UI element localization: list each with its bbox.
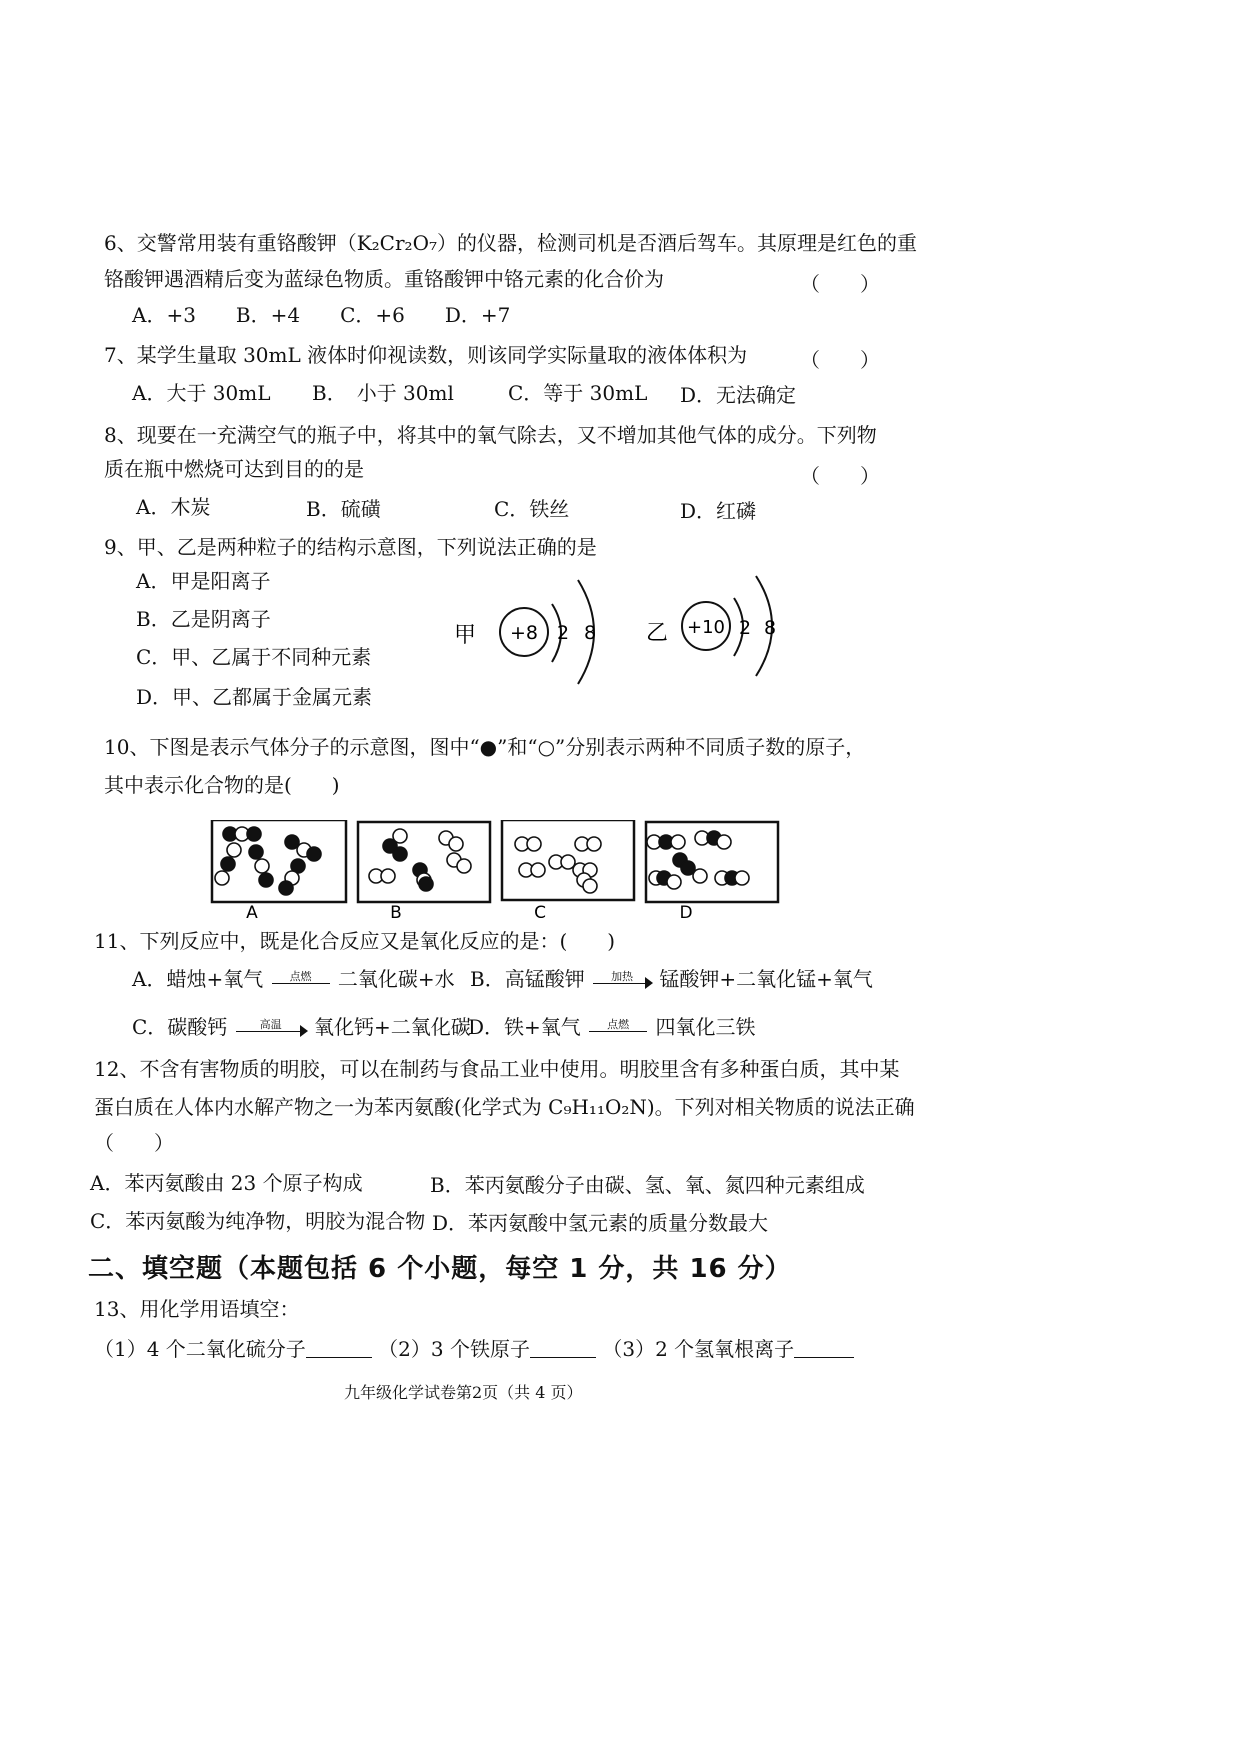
q12-line2: 蛋白质在人体内水解产物之一为苯丙氨酸(化学式为 C₉H₁₁O₂N)。下列对相关物质的说法正确 [94,1095,915,1119]
q7-option-a: A．大于 30mL [132,381,271,405]
q6-line2: 铬酸钾遇酒精后变为蓝绿色物质。重铬酸钾中铬元素的化合价为 [104,267,664,291]
molecule-box-d-label: D [679,903,693,923]
q12-option-a: A．苯丙氨酸由 23 个原子构成 [90,1171,363,1195]
atom-yi-shell-2: 8 [763,617,777,639]
q12-answer-paren: （ ） [94,1131,174,1155]
q13-items [94,1336,854,1362]
molecule-box-c [502,820,634,923]
q11-option-d-condition: 点燃 [607,1017,630,1031]
q8-option-c: C．铁丝 [494,497,570,521]
atom-jia-diagram [454,580,596,684]
q11-option-c-products: 氧化钙+二氧化碳 [314,1015,471,1039]
q11-option-b-arrow [591,970,653,992]
q13-part1-blank[interactable] [306,1339,372,1358]
molecule-box-c-label: C [534,903,546,923]
atom-yi-label: 乙 [646,621,669,646]
q7-option-b: B． 小于 30ml [312,381,454,405]
molecule-box-a [212,820,346,923]
section-2-heading: 二、填空题（本题包括 6 个小题，每空 1 分，共 16 分） [88,1254,792,1284]
q7-line1: 7、某学生量取 30mL 液体时仰视读数，则该同学实际量取的液体体积为 [104,343,748,367]
q8-option-b: B．硫磺 [306,497,381,521]
q11-option-b-condition: 加热 [611,969,634,983]
q7-option-d: D．无法确定 [680,383,797,407]
q13-part2-blank[interactable] [530,1339,596,1358]
q11-option-d [468,1014,756,1040]
q12-option-c: C．苯丙氨酸为纯净物，明胶为混合物 [90,1209,426,1233]
molecule-box-b [358,822,490,923]
molecule-box-d [646,822,778,923]
atom-jia-nucleus-charge: +8 [509,622,539,644]
atom-structure-diagrams [440,560,800,690]
q9-option-b: B．乙是阴离子 [136,607,271,631]
atom-jia-shell-2: 8 [583,622,597,644]
q11-option-b [470,966,873,992]
q11-option-b-reactants: B．高锰酸钾 [470,967,585,991]
q8-line2: 质在瓶中燃烧可达到目的的是 [104,457,364,481]
q12-option-d: D．苯丙氨酸中氢元素的质量分数最大 [432,1211,769,1235]
atom-yi-diagram [646,576,776,676]
q11-option-a [132,966,455,992]
q11-option-d-products: 四氧化三铁 [655,1015,756,1039]
atom-yi-shell-1: 2 [738,617,752,639]
q7-answer-paren: （ ） [800,348,880,372]
q12-line1: 12、不含有害物质的明胶，可以在制药与食品工业中使用。明胶里含有多种蛋白质，其中某 [94,1057,900,1081]
q13-line1: 13、用化学用语填空： [94,1297,300,1321]
q11-option-b-products: 锰酸钾+二氧化锰+氧气 [659,967,873,991]
page-footer: 九年级化学试卷第2页（共 4 页） [344,1383,583,1402]
q11-option-c-condition: 高温 [259,1017,282,1031]
q10-line2: 其中表示化合物的是( ) [104,773,340,797]
q11-option-a-products: 二氧化碳+水 [337,967,455,991]
q11-option-c [132,1014,471,1040]
atom-jia-label: 甲 [454,623,477,648]
molecule-box-a-label: A [246,903,258,923]
q8-option-d: D．红磷 [680,499,757,523]
q13-part1: （1）4 个二氧化硫分子 [94,1337,306,1361]
q9-option-c: C．甲、乙属于不同种元素 [136,645,372,669]
q12-option-b: B．苯丙氨酸分子由碳、氢、氧、氮四种元素组成 [430,1173,865,1197]
q10-line1: 10、下图是表示气体分子的示意图，图中“●”和“○”分别表示两种不同质子数的原子， [104,735,866,759]
q7-option-c: C．等于 30mL [508,381,648,405]
q6-line1: 6、交警常用装有重铬酸钾（K₂Cr₂O₇）的仪器，检测司机是否酒后驾车。其原理是红色的重 [104,231,917,255]
q11-option-a-condition: 点燃 [289,969,312,983]
q9-option-a: A．甲是阳离子 [136,569,271,593]
q6-answer-paren: （ ） [800,272,880,296]
q11-line1: 11、下列反应中，既是化合反应又是氧化反应的是：( ) [94,929,616,953]
q13-part3-blank[interactable] [794,1339,854,1358]
q8-answer-paren: （ ） [800,464,880,488]
q8-line1: 8、现要在一充满空气的瓶子中，将其中的氧气除去，又不增加其他气体的成分。下列物 [104,423,877,447]
q13-part2: （2）3 个铁原子 [378,1337,530,1361]
atom-yi-nucleus-charge: +10 [687,617,725,638]
q11-option-c-arrow [234,1018,308,1040]
q13-part3: （3）2 个氢氧根离子 [602,1337,795,1361]
q9-line1: 9、甲、乙是两种粒子的结构示意图，下列说法正确的是 [104,535,597,559]
q11-option-a-arrow [270,970,332,992]
q11-option-c-reactants: C．碳酸钙 [132,1015,228,1039]
q11-option-a-reactants: A．蜡烛+氧气 [132,967,264,991]
q8-option-a: A．木炭 [136,495,211,519]
molecule-diagrams [200,820,860,930]
q6-options: A．+3 B．+4 C．+6 D．+7 [132,303,511,327]
atom-jia-shell-1: 2 [556,622,570,644]
q11-option-d-arrow [587,1018,649,1040]
q11-option-d-reactants: D．铁+氧气 [468,1015,581,1039]
molecule-box-b-label: B [390,903,402,923]
q9-option-d: D．甲、乙都属于金属元素 [136,685,373,709]
